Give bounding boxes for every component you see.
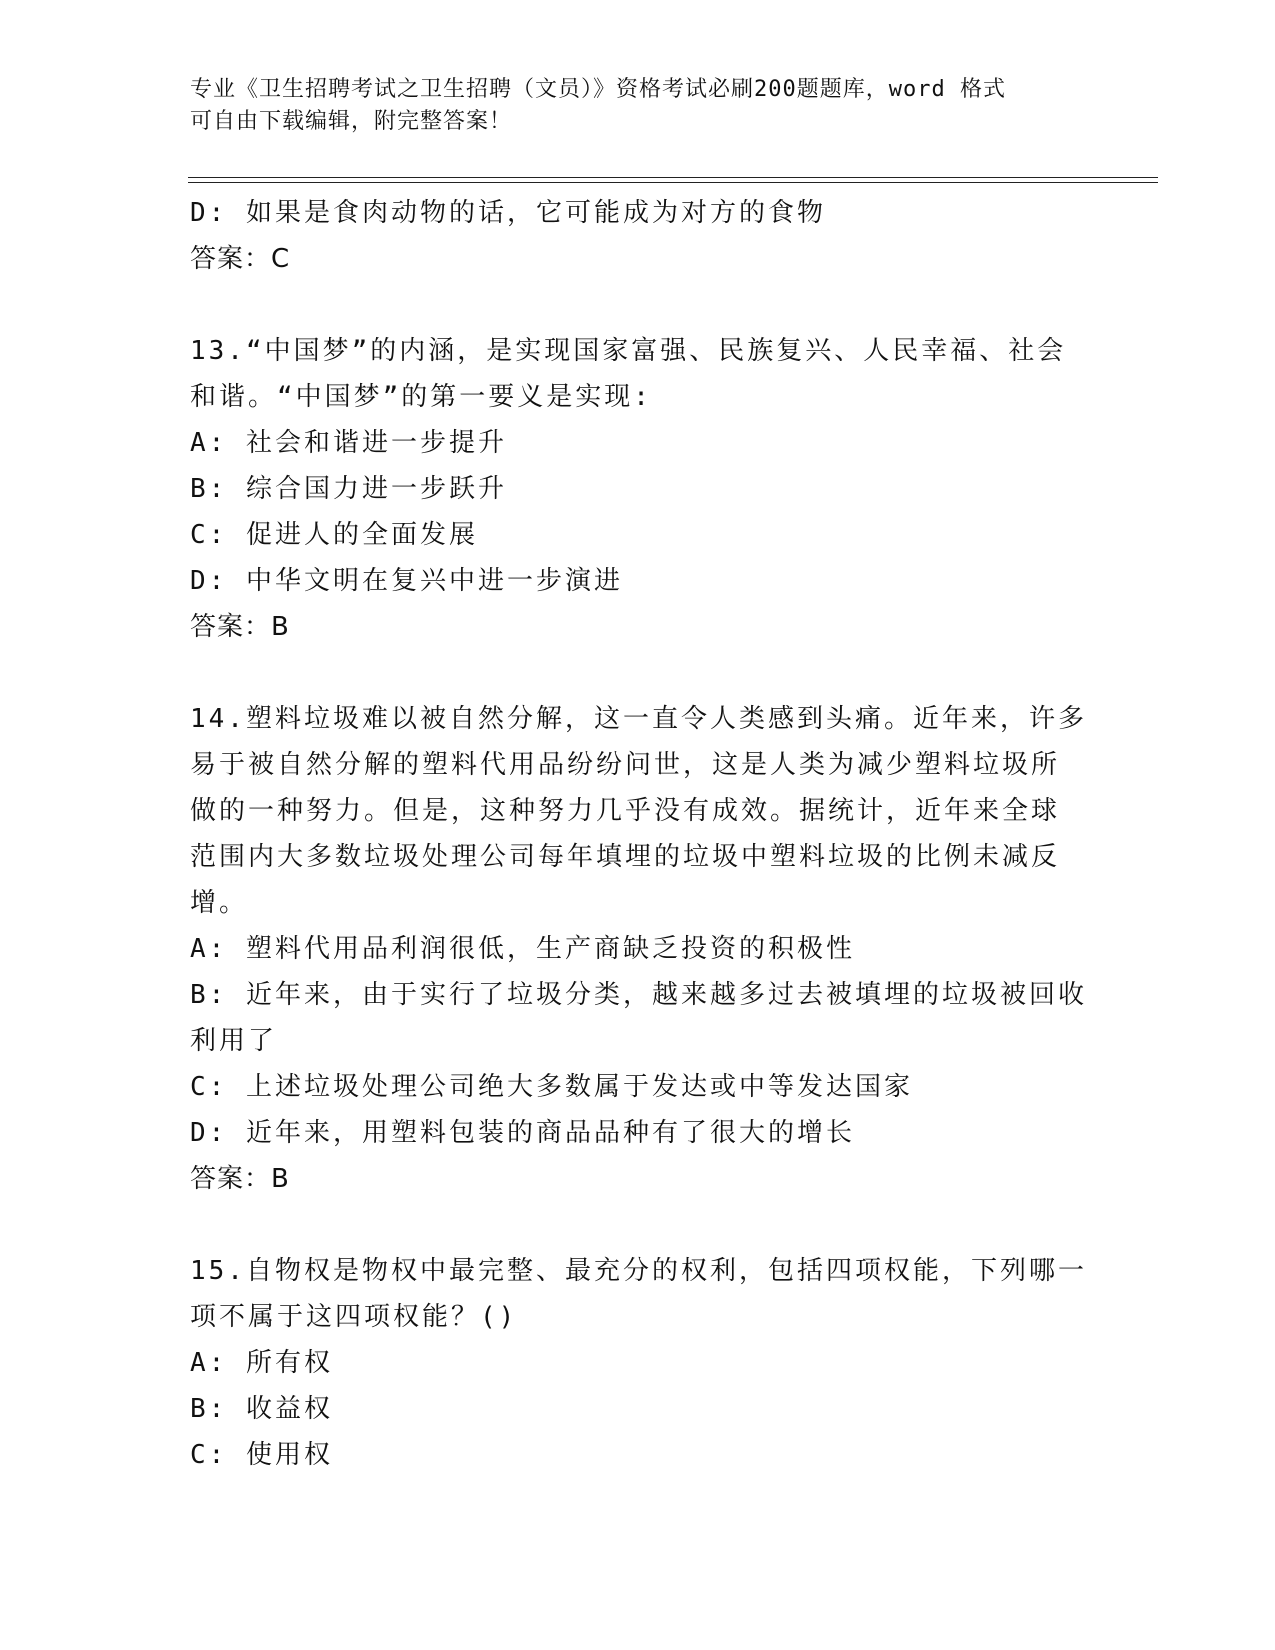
question-list — [190, 190, 1090, 1478]
question-14-stem-line-5: 增。 — [190, 888, 249, 918]
question-15-option-c: C: 使用权 — [190, 1440, 333, 1470]
question-14-option-d: D: 近年来，用塑料包装的商品品种有了很大的增长 — [190, 1118, 855, 1148]
question-15-stem-line-1: 15.自物权是物权中最完整、最充分的权利，包括四项权能，下列哪一 — [190, 1256, 1087, 1286]
spacer — [190, 282, 1090, 328]
question-14 — [190, 696, 1090, 1202]
header-title-line-1: 专业《卫生招聘考试之卫生招聘（文员）》资格考试必刷200题题库，word 格式 — [190, 77, 1006, 102]
header-divider-top — [188, 177, 1158, 178]
question-14-stem-line-3: 做的一种努力。但是，这种努力几乎没有成效。据统计，近年来全球 — [190, 796, 1061, 826]
question-13-stem-line-2: 和谐。“中国梦”的第一要义是实现: — [190, 382, 652, 412]
question-13 — [190, 328, 1090, 650]
question-14-stem-line-2: 易于被自然分解的塑料代用品纷纷问世，这是人类为减少塑料垃圾所 — [190, 750, 1061, 780]
question-13-option-a: A: 社会和谐进一步提升 — [190, 428, 507, 458]
question-13-option-d: D: 中华文明在复兴中进一步演进 — [190, 566, 623, 596]
question-15-option-b: B: 收益权 — [190, 1394, 333, 1424]
question-14-option-b-line-2: 利用了 — [190, 1026, 278, 1056]
question-13-answer: 答案：B — [190, 612, 290, 642]
header-title-line-2: 可自由下载编辑，附完整答案！ — [190, 109, 513, 134]
question-14-stem-line-1: 14.塑料垃圾难以被自然分解，这一直令人类感到头痛。近年来，许多 — [190, 704, 1087, 734]
question-13-stem-line-1: 13.“中国梦”的内涵，是实现国家富强、民族复兴、人民幸福、社会 — [190, 336, 1067, 366]
question-15 — [190, 1248, 1090, 1478]
document-header — [190, 74, 1090, 138]
question-15-stem-line-2: 项不属于这四项权能？() — [190, 1302, 518, 1332]
question-13-option-c: C: 促进人的全面发展 — [190, 520, 478, 550]
question-14-option-c: C: 上述垃圾处理公司绝大多数属于发达或中等发达国家 — [190, 1072, 913, 1102]
question-14-option-b-line-1: B: 近年来，由于实行了垃圾分类，越来越多过去被填埋的垃圾被回收 — [190, 980, 1087, 1010]
spacer — [190, 650, 1090, 696]
question-15-option-a: A: 所有权 — [190, 1348, 333, 1378]
header-divider-bottom — [188, 182, 1158, 183]
question-14-answer: 答案：B — [190, 1164, 290, 1194]
question-13-option-b: B: 综合国力进一步跃升 — [190, 474, 507, 504]
prev-answer: 答案：C — [190, 244, 291, 274]
spacer — [190, 1202, 1090, 1248]
question-14-option-a: A: 塑料代用品利润很低，生产商缺乏投资的积极性 — [190, 934, 855, 964]
question-14-stem-line-4: 范围内大多数垃圾处理公司每年填埋的垃圾中塑料垃圾的比例未减反 — [190, 842, 1061, 872]
prev-option-d: D: 如果是食肉动物的话，它可能成为对方的食物 — [190, 198, 826, 228]
